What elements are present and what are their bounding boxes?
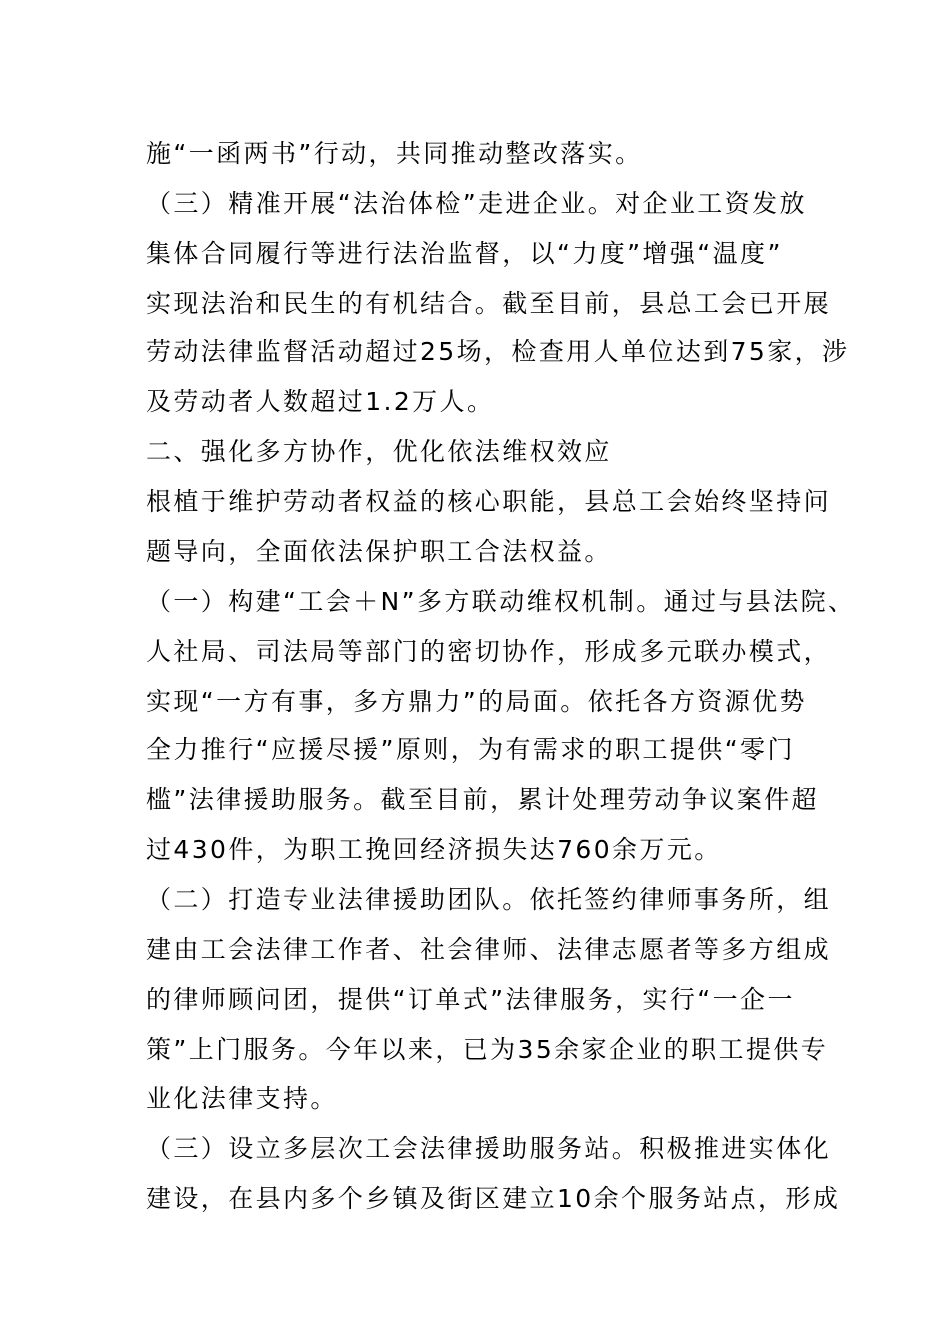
text-line: 槛”法律援助服务。截至目前，累计处理劳动争议案件超 — [146, 785, 819, 814]
text-line: 实现“一方有事，多方鼎力”的局面。依托各方资源优势 — [146, 687, 807, 716]
text-line: 人社局、司法局等部门的密切协作，形成多元联办模式， — [146, 637, 832, 666]
text-line: 题导向，全面依法保护职工合法权益。 — [146, 537, 612, 566]
text-line: 劳动法律监督活动超过25场，检查用人单位达到75家，涉 — [146, 337, 850, 366]
text-line: 根植于维护劳动者权益的核心职能，县总工会始终坚持问 — [146, 487, 832, 516]
text-line: 建设，在县内多个乡镇及街区建立10余个服务站点，形成 — [146, 1184, 841, 1213]
text-line: 策”上门服务。今年以来，已为35余家企业的职工提供专 — [146, 1035, 829, 1064]
text-line: （二）打造专业法律援助团队。依托签约律师事务所，组 — [146, 885, 832, 914]
text-line: 实现法治和民生的有机结合。截至目前，县总工会已开展 — [146, 289, 832, 318]
text-line: 施“一函两书”行动，共同推动整改落实。 — [146, 139, 643, 168]
text-line: 的律师顾问团，提供“订单式”法律服务，实行“一企一 — [146, 985, 795, 1014]
text-line: 全力推行“应援尽援”原则，为有需求的职工提供“零门 — [146, 735, 795, 764]
text-line: 业化法律支持。 — [146, 1084, 338, 1113]
text-line: 过430件，为职工挽回经济损失达760余万元。 — [146, 835, 722, 864]
text-line: 集体合同履行等进行法治监督，以“力度”增强“温度” — [146, 239, 783, 268]
text-line: （三）精准开展“法治体检”走进企业。对企业工资发放 — [146, 189, 807, 218]
text-line: （三）设立多层次工会法律援助服务站。积极推进实体化 — [146, 1134, 832, 1163]
text-line: 建由工会法律工作者、社会律师、法律志愿者等多方组成 — [146, 935, 832, 964]
text-line: 及劳动者人数超过1.2万人。 — [146, 387, 495, 416]
text-line: （一）构建“工会＋N”多方联动维权机制。通过与县法院、 — [146, 587, 856, 616]
section-heading: 二、强化多方协作，优化依法维权效应 — [146, 437, 612, 466]
